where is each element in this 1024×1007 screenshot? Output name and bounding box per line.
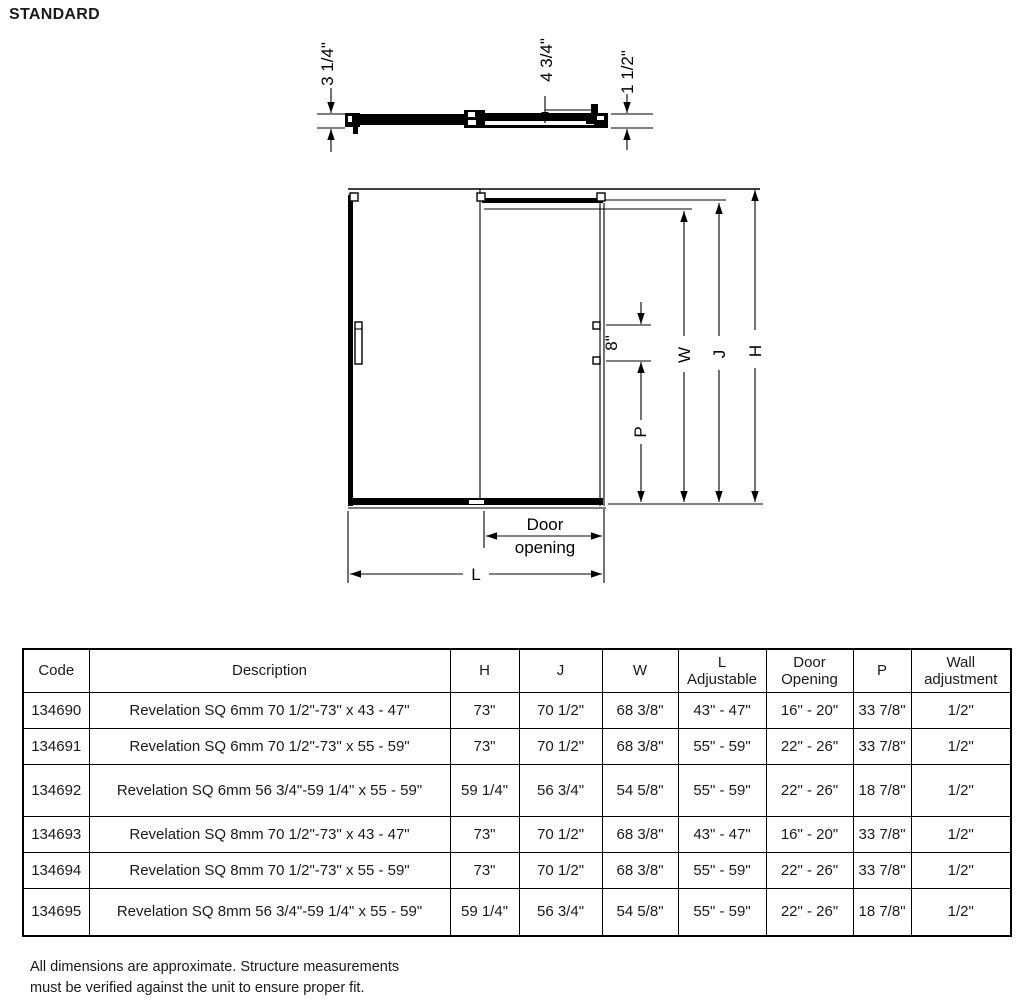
cell-j: 70 1/2" [519, 816, 602, 852]
cell-code: 134691 [23, 728, 89, 764]
table-row [23, 728, 1011, 764]
cell-h: 59 1/4" [450, 888, 519, 936]
footnote-line2: must be verified against the unit to ensure proper fit. [30, 980, 365, 997]
cell-wall-adjustment: 1/2" [911, 764, 1011, 816]
dim-label-l: L [471, 565, 481, 584]
door-handle [355, 322, 362, 364]
col-header-w: W [602, 649, 678, 692]
cell-h: 59 1/4" [450, 764, 519, 816]
cell-l-adjustable: 55" - 59" [678, 852, 766, 888]
cell-code: 134692 [23, 764, 89, 816]
cell-w: 68 3/8" [602, 852, 678, 888]
cell-door-opening: 16" - 20" [766, 816, 853, 852]
clip-top-right [597, 193, 605, 201]
dim-label-j: J [710, 349, 729, 359]
cell-l-adjustable: 55" - 59" [678, 888, 766, 936]
cell-l-adjustable: 43" - 47" [678, 692, 766, 728]
cell-wall-adjustment: 1/2" [911, 888, 1011, 936]
table-row [23, 692, 1011, 728]
col-header-h: H [450, 649, 519, 692]
cell-door-opening: 22" - 26" [766, 764, 853, 816]
cell-w: 68 3/8" [602, 816, 678, 852]
cell-h: 73" [450, 852, 519, 888]
table-row [23, 852, 1011, 888]
table-row [23, 816, 1011, 852]
col-header-p: P [853, 649, 911, 692]
cell-p: 33 7/8" [853, 692, 911, 728]
cell-l-adjustable: 55" - 59" [678, 764, 766, 816]
track-dimensions [317, 38, 653, 152]
page-title: STANDARD [9, 6, 100, 23]
cell-door-opening: 22" - 26" [766, 852, 853, 888]
cell-p: 33 7/8" [853, 852, 911, 888]
elevation-dimensions [348, 190, 765, 584]
cell-code: 134693 [23, 816, 89, 852]
cell-door-opening: 22" - 26" [766, 888, 853, 936]
dim-label-clip-spacing: 8" [602, 335, 621, 351]
col-header-wall-adjustment: Wall adjustment [911, 649, 1011, 692]
track-top-view [345, 104, 608, 134]
cell-code: 134695 [23, 888, 89, 936]
cell-p: 33 7/8" [853, 816, 911, 852]
footnote-line1: All dimensions are approximate. Structure measurements [30, 959, 400, 975]
cell-description: Revelation SQ 8mm 56 3/4"-59 1/4" x 55 - 59" [89, 888, 450, 936]
cell-p: 18 7/8" [853, 888, 911, 936]
cell-description: Revelation SQ 6mm 56 3/4"-59 1/4" x 55 - 59" [89, 764, 450, 816]
cell-wall-adjustment: 1/2" [911, 816, 1011, 852]
cell-description: Revelation SQ 8mm 70 1/2"-73" x 55 - 59" [89, 852, 450, 888]
col-header-j: J [519, 649, 602, 692]
cell-description: Revelation SQ 6mm 70 1/2"-73" x 55 - 59" [89, 728, 450, 764]
footnote [30, 957, 399, 999]
cell-j: 70 1/2" [519, 852, 602, 888]
dim-label-track-left: 3 1/4" [318, 42, 337, 86]
col-header-door-opening: Door Opening [766, 649, 853, 692]
cell-wall-adjustment: 1/2" [911, 728, 1011, 764]
cell-wall-adjustment: 1/2" [911, 852, 1011, 888]
clip-top-left [350, 193, 358, 201]
col-header-l-adjustable: L Adjustable [678, 649, 766, 692]
cell-h: 73" [450, 728, 519, 764]
cell-j: 56 3/4" [519, 888, 602, 936]
cell-door-opening: 22" - 26" [766, 728, 853, 764]
spec-table [22, 648, 1012, 937]
cell-w: 54 5/8" [602, 888, 678, 936]
dim-label-p: P [631, 426, 650, 438]
cell-door-opening: 16" - 20" [766, 692, 853, 728]
dim-label-track-right: 1 1/2" [618, 50, 637, 94]
cell-w: 54 5/8" [602, 764, 678, 816]
cell-description: Revelation SQ 8mm 70 1/2"-73" x 43 - 47" [89, 816, 450, 852]
cell-l-adjustable: 55" - 59" [678, 728, 766, 764]
cell-h: 73" [450, 816, 519, 852]
cell-code: 134690 [23, 692, 89, 728]
col-header-description: Description [89, 649, 450, 692]
dim-label-w: W [675, 346, 694, 364]
elevation-view [348, 189, 763, 508]
cell-j: 56 3/4" [519, 764, 602, 816]
table-row [23, 764, 1011, 816]
clip-side-lower [593, 357, 600, 364]
cell-p: 33 7/8" [853, 728, 911, 764]
cell-wall-adjustment: 1/2" [911, 692, 1011, 728]
clip-top-middle [477, 193, 485, 201]
clip-side-upper [593, 322, 600, 329]
dim-label-h: H [746, 344, 765, 358]
cell-l-adjustable: 43" - 47" [678, 816, 766, 852]
cell-w: 68 3/8" [602, 728, 678, 764]
door-opening-label-line2: opening [514, 538, 576, 557]
header-row [23, 649, 1011, 692]
cell-code: 134694 [23, 852, 89, 888]
dim-label-track-mid: 4 3/4" [537, 38, 556, 82]
cell-p: 18 7/8" [853, 764, 911, 816]
cell-j: 70 1/2" [519, 728, 602, 764]
door-opening-label-line1: Door [526, 515, 564, 534]
cell-w: 68 3/8" [602, 692, 678, 728]
col-header-code: Code [23, 649, 89, 692]
cell-j: 70 1/2" [519, 692, 602, 728]
cell-description: Revelation SQ 6mm 70 1/2"-73" x 43 - 47" [89, 692, 450, 728]
cell-h: 73" [450, 692, 519, 728]
table-row [23, 888, 1011, 936]
